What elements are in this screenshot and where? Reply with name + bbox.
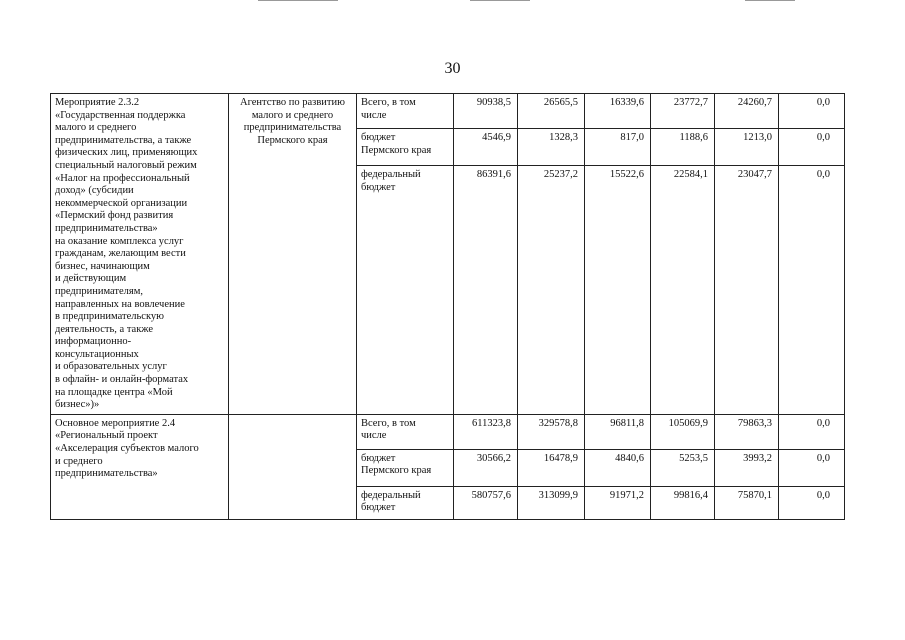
value-cell: 26565,5 <box>518 94 585 129</box>
value-cell: 91971,2 <box>585 486 651 519</box>
scan-mark-2 <box>470 0 530 1</box>
scan-mark-1 <box>258 0 338 1</box>
source-label-cell: федеральный бюджет <box>357 486 454 519</box>
value-cell: 0,0 <box>779 166 845 415</box>
page-number: 30 <box>444 60 461 77</box>
source-label-cell: Всего, в том числе <box>357 414 454 449</box>
value-cell: 4840,6 <box>585 449 651 486</box>
value-cell: 1188,6 <box>651 129 715 166</box>
value-cell: 611323,8 <box>454 414 518 449</box>
value-cell: 23772,7 <box>651 94 715 129</box>
value-cell: 25237,2 <box>518 166 585 415</box>
value-cell: 580757,6 <box>454 486 518 519</box>
value-cell: 23047,7 <box>715 166 779 415</box>
source-label-cell: Всего, в том числе <box>357 94 454 129</box>
source-label-cell: бюджет Пермского края <box>357 129 454 166</box>
value-cell: 105069,9 <box>651 414 715 449</box>
value-cell: 817,0 <box>585 129 651 166</box>
value-cell: 0,0 <box>779 94 845 129</box>
value-cell: 0,0 <box>779 129 845 166</box>
value-cell: 86391,6 <box>454 166 518 415</box>
scan-mark-3 <box>745 0 795 1</box>
value-cell: 30566,2 <box>454 449 518 486</box>
executor-cell: Агентство по развитию малого и среднего предпринимательства Пермского края <box>229 94 357 415</box>
value-cell: 4546,9 <box>454 129 518 166</box>
value-cell: 5253,5 <box>651 449 715 486</box>
value-cell: 3993,2 <box>715 449 779 486</box>
source-label-cell: бюджет Пермского края <box>357 449 454 486</box>
value-cell: 0,0 <box>779 414 845 449</box>
table-row <box>51 414 845 449</box>
value-cell: 24260,7 <box>715 94 779 129</box>
value-cell: 96811,8 <box>585 414 651 449</box>
value-cell: 99816,4 <box>651 486 715 519</box>
value-cell: 1213,0 <box>715 129 779 166</box>
value-cell: 16478,9 <box>518 449 585 486</box>
measure-name-cell: Основное мероприятие 2.4 «Региональный проект «Акселерация субъектов малого и среднего предпринимательства» <box>51 414 229 519</box>
value-cell: 22584,1 <box>651 166 715 415</box>
value-cell: 313099,9 <box>518 486 585 519</box>
budget-table <box>50 93 845 520</box>
value-cell: 16339,6 <box>585 94 651 129</box>
executor-cell <box>229 414 357 519</box>
value-cell: 75870,1 <box>715 486 779 519</box>
value-cell: 0,0 <box>779 449 845 486</box>
value-cell: 329578,8 <box>518 414 585 449</box>
source-label-cell: федеральный бюджет <box>357 166 454 415</box>
table-row <box>51 94 845 129</box>
value-cell: 15522,6 <box>585 166 651 415</box>
measure-name-cell: Мероприятие 2.3.2 «Государственная поддержка малого и среднего предпринимательства, а также физических лиц, применяющих специальный налоговый режим «Налог на профессиональный доход» (субсидии некоммерческой организации «Пермский фонд развития предпринимательства» на оказание комплекса услуг гражданам, желающим вести бизнес, начинающим и действующим предпринимателям, направленных на вовлечение в предпринимательскую деятельность, а также информационно- консультационных и образовательных услуг в офлайн- и онлайн-форматах на площадке центра «Мой бизнес»)» <box>51 94 229 415</box>
value-cell: 0,0 <box>779 486 845 519</box>
value-cell: 90938,5 <box>454 94 518 129</box>
value-cell: 79863,3 <box>715 414 779 449</box>
value-cell: 1328,3 <box>518 129 585 166</box>
